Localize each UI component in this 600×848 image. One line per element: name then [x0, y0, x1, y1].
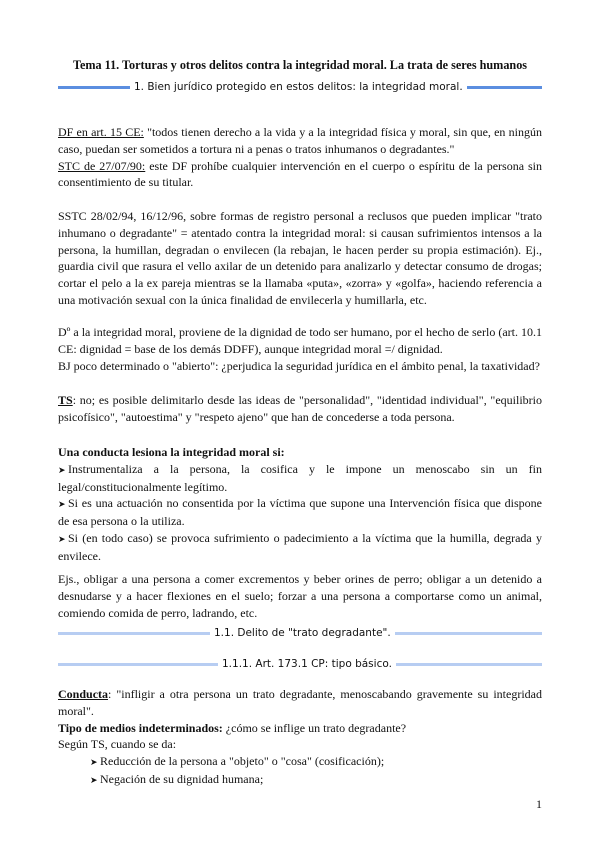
list-item: ➤ Si es una actuación no consentida por la víctima que supone una Intervención física que dispone de esa persona o la utiliza.: [58, 496, 542, 529]
paragraph-text: "todos tienen derecho a la vida y a la integridad física y moral, sin que, en ningún caso, puedan ser sometidos a tortura ni a penas o tratos inhumanos o degradantes.": [58, 125, 542, 156]
paragraph-df: [58, 124, 542, 191]
paragraph-conducta-lesiona: [58, 444, 542, 565]
legal-reference: STC de 27/07/90:: [58, 158, 146, 173]
heading-line-left: [58, 86, 130, 89]
document-title: Tema 11. Torturas y otros delitos contra la integridad moral. La trata de seres humanos: [72, 58, 528, 72]
label: Tipo de medios indeterminados:: [58, 720, 223, 735]
paragraph-text: Según TS, cuando se da:: [58, 737, 177, 752]
paragraph-ts: [58, 392, 542, 426]
heading-text: 1. Bien jurídico protegido en estos delitos: la integridad moral.: [134, 81, 463, 93]
heading-line-right: [467, 86, 542, 89]
list-item: ➤ Instrumentaliza a la persona, la cosifica y le impone un menoscabo sin un fin legal/constitucionalmente legítimo.: [58, 461, 542, 494]
paragraph-text: : no; es posible delimitarlo desde las ideas de "personalidad", "identidad individual", "equilibrio psicofísico", "autoestima" y "respeto ajeno" que han de concederse a toda persona.: [58, 393, 542, 424]
legal-reference: DF en art. 15 CE:: [58, 125, 144, 139]
heading-line-right: [396, 663, 542, 666]
heading-line-left: [58, 663, 218, 666]
paragraph-conducta: [58, 686, 542, 789]
heading-line-right: [395, 632, 542, 635]
bullet-icon: ➤: [58, 464, 66, 475]
section-heading-2: [58, 627, 542, 639]
subheading: Una conducta lesiona la integridad moral si:: [58, 445, 285, 459]
paragraph-sstc: SSTC 28/02/94, 16/12/96, sobre formas de registro personal a reclusos que pueden implicar "trato inhumano o degradante" = atentado contra la integridad moral: si causan sufrimientos intensos a la persona, la humillan, degradan o envilecen (la rebajan, le hacen perder su propia estimación). Ej., guardia civil que rasura el vello axilar de un detenido para analizarlo y detectar consumo de drogas; cortar el pelo a la ex pareja mientras se la llamaba «puta», «zorra» y «golfa», haciendo referencia a una motivación sexual con la única finalidad de envilecerla y humillarla, etc.: [58, 209, 542, 307]
page-number: 1: [536, 797, 542, 811]
list-item: ➤ Reducción de la persona a "objeto" o "cosa" (cosificación);: [58, 753, 542, 771]
bullet-icon: ➤: [58, 533, 66, 544]
heading-text: 1.1.1. Art. 173.1 CP: tipo básico.: [222, 658, 392, 670]
heading-line-left: [58, 632, 210, 635]
section-heading-1: [58, 81, 542, 93]
paragraph-text: ¿cómo se inflige un trato degradante?: [222, 720, 407, 735]
paragraph-text: : "infligir a otra persona un trato degradante, menoscabando gravemente su integridad moral".: [58, 687, 542, 718]
paragraph-text: este DF prohíbe cualquier intervención en el cuerpo o espíritu de la persona sin consentimiento de su titular.: [58, 158, 542, 190]
bullet-icon: ➤: [58, 499, 66, 510]
paragraph-dignidad: [58, 324, 542, 374]
bullet-icon: ➤: [90, 757, 98, 768]
list-item: ➤ Si (en todo caso) se provoca sufrimiento o padecimiento a la víctima que la humilla, degrada y envilece.: [58, 530, 542, 563]
paragraph-text: BJ poco determinado o "abierto": ¿perjudica la seguridad jurídica en el ámbito penal, la taxatividad?: [58, 358, 540, 373]
section-heading-3: [58, 658, 542, 670]
bullet-icon: ➤: [90, 774, 98, 785]
paragraph-text: Dº a la integridad moral, proviene de la dignidad de todo ser humano, por el hecho de serlo (art. 10.1 CE: dignidad = base de los demás DDFF), aunque integridad moral =/ dignidad.: [58, 325, 542, 356]
list-item: ➤ Negación de su dignidad humana;: [58, 771, 542, 789]
paragraph-ejemplos: Ejs., obligar a una persona a comer excrementos y beber orines de perro; obligar a un detenido a desnudarse y a hacer flexiones en el suelo; forzar a una persona a comportarse como un animal, comiendo comida de perro, ladrando, etc.: [58, 572, 542, 620]
heading-text: 1.1. Delito de "trato degradante".: [214, 627, 391, 639]
label: Conducta: [58, 687, 109, 701]
legal-reference: TS: [58, 393, 73, 407]
